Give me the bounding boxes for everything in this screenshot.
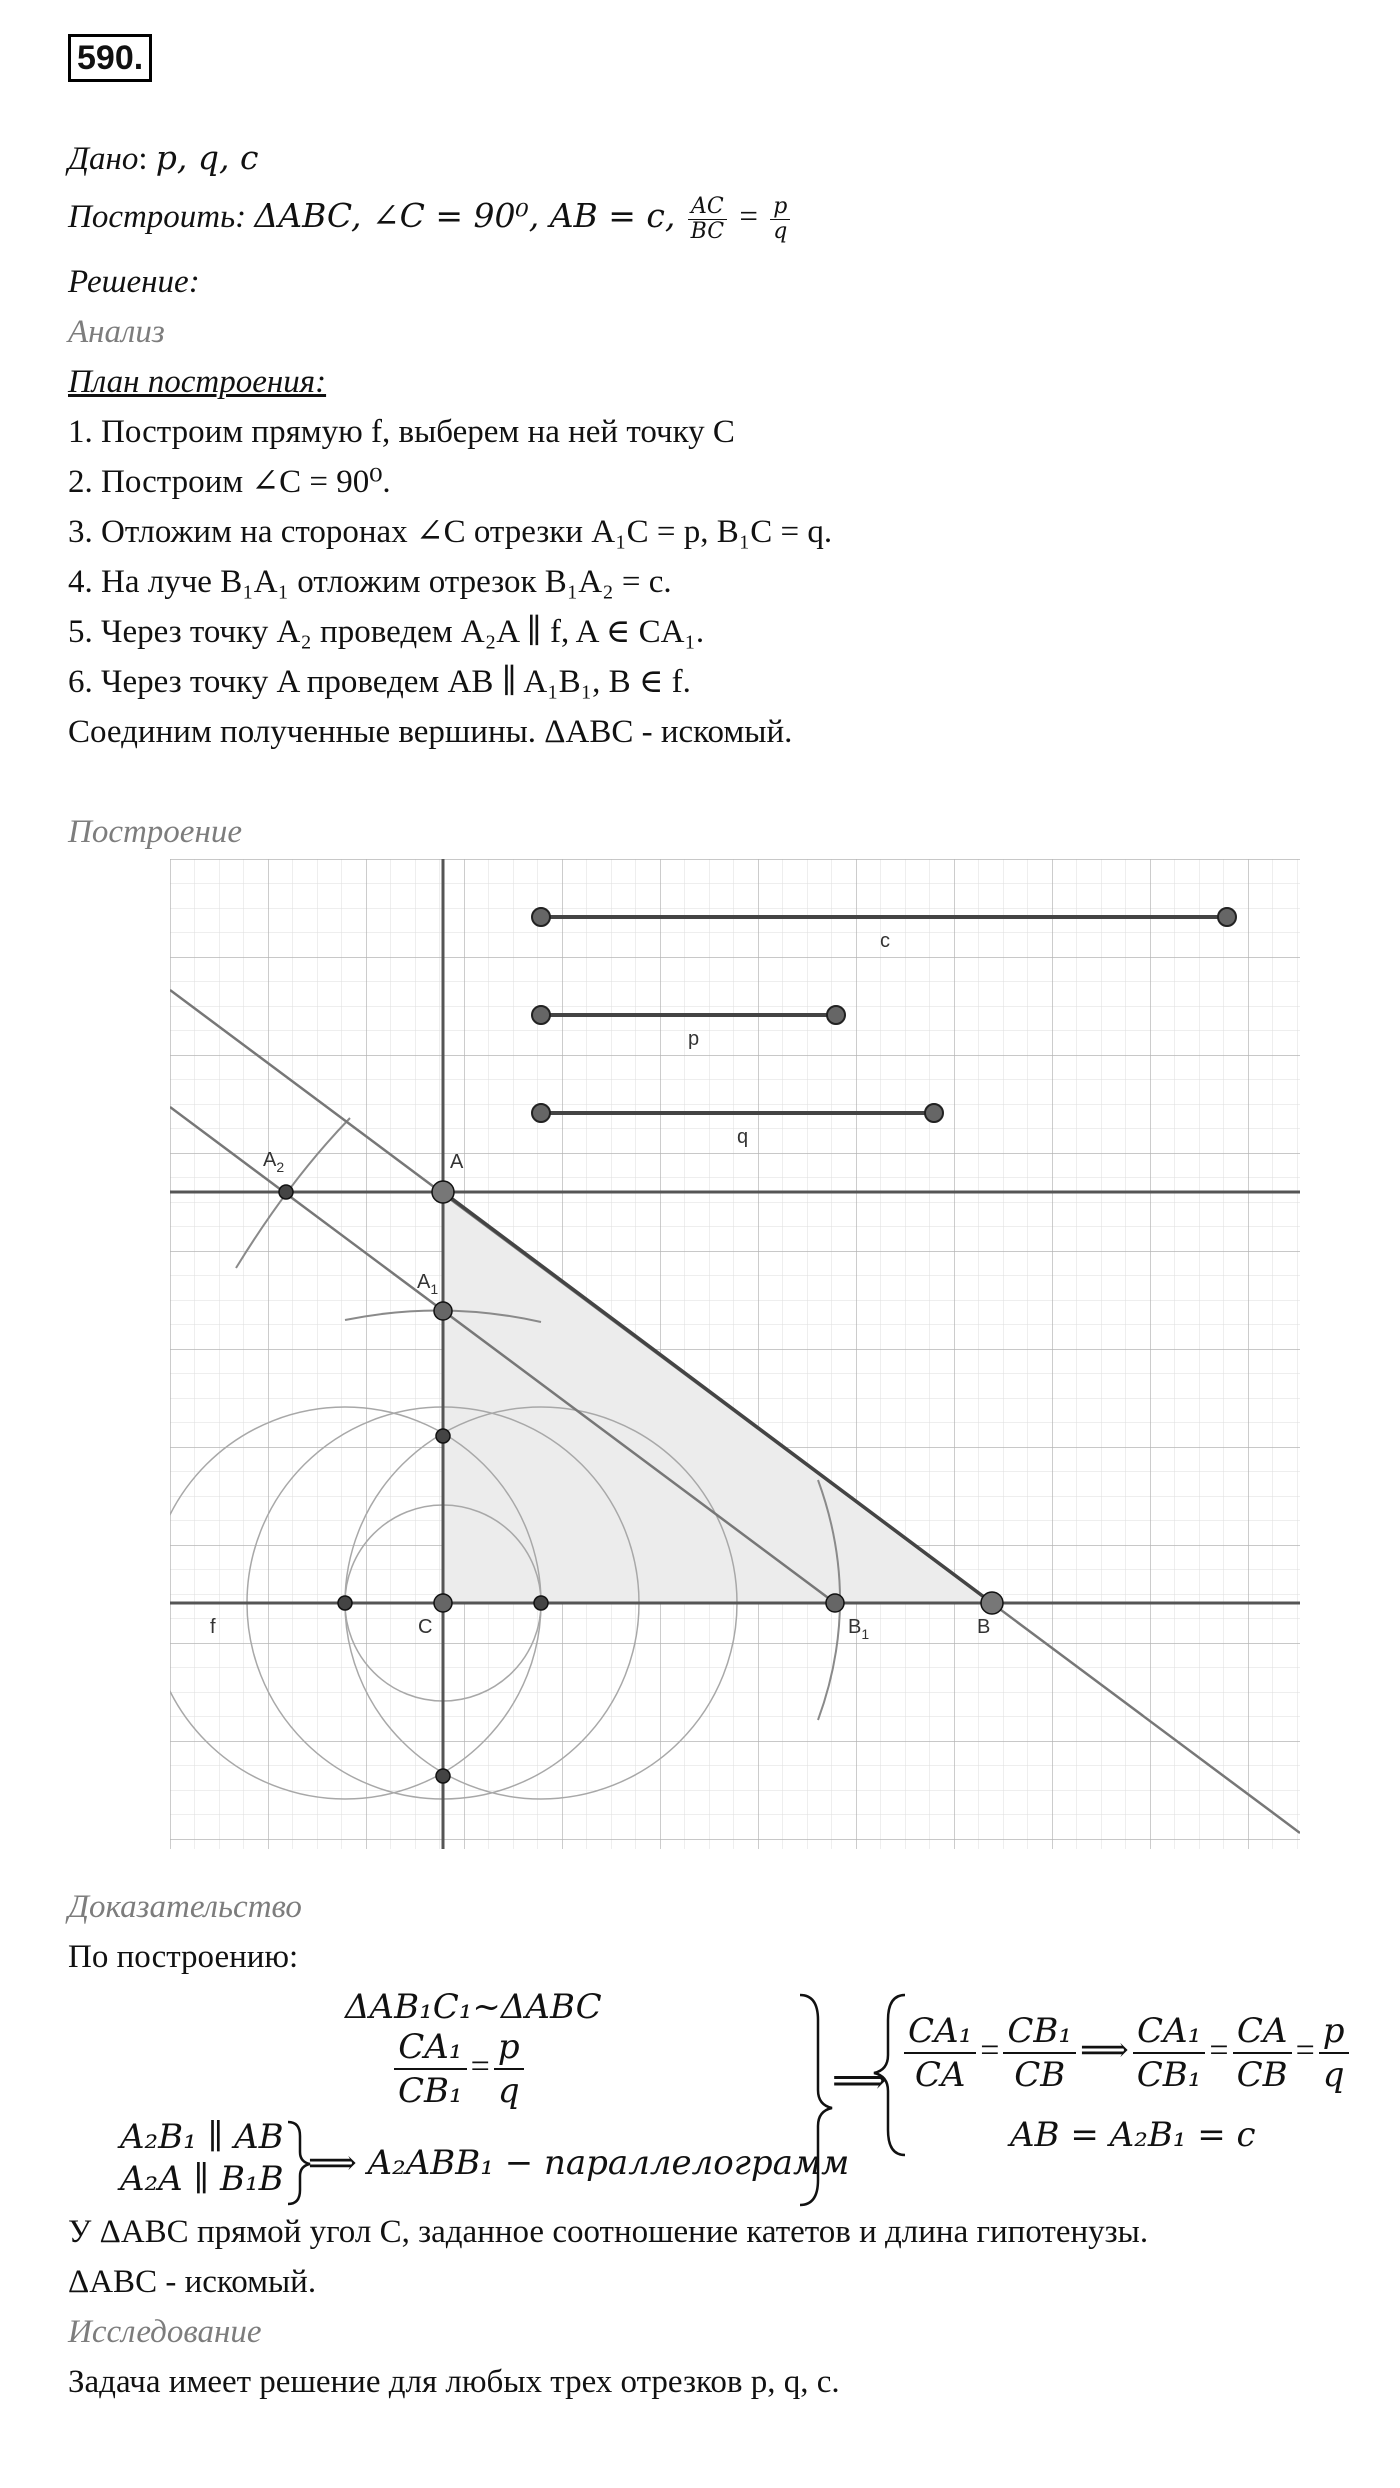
plan-step-3: 3. Отложим на сторонах ∠C отрезки A₁C = p, B₁C = q. xyxy=(68,514,833,550)
proof-ratio: $\frac{\text{CA₁}}{\text{CB₁}}$ = $\frac{p}{q}$ xyxy=(390,2026,528,2112)
construct-ratio-rhs: $\frac{p}{q}$ xyxy=(770,195,790,244)
plan-step-2: 2. Построим ∠C = 90⁰. xyxy=(68,464,391,500)
given-line: Дано: p, q, c xyxy=(68,138,259,177)
research-label: Исследование xyxy=(68,2314,262,2350)
research-text: Задача имеет решение для любых трех отрезков p, q, c. xyxy=(68,2364,840,2400)
construct-label: Построить: xyxy=(68,199,247,235)
construct-task: ΔABC, ∠C = 90⁰, AB = c, xyxy=(254,196,676,235)
proof-parallel-1: A₂B₁ ∥ AB xyxy=(120,2117,284,2157)
label-c: C xyxy=(418,1616,433,1638)
construct-line: Построить: ΔABC, ∠C = 90⁰, AB = c, $\frac{AC}{BC}$ = $\frac{p}{q}$ xyxy=(68,188,794,245)
proof-conclusion-1: У ΔABC прямой угол C, заданное соотношение катетов и длина гипотенузы. xyxy=(68,2214,1149,2250)
plan-step-4: 4. На луче B₁A₁ отложим отрезок B₁A₂ = c. xyxy=(68,564,672,600)
plan-conclusion: Соединим полученные вершины. ΔABC - искомый. xyxy=(68,714,793,750)
label-b: B xyxy=(977,1616,991,1638)
construction-label: Построение xyxy=(68,814,242,850)
label-f: f xyxy=(210,1616,216,1638)
label-segment-c: c xyxy=(880,930,890,952)
brace-parallel xyxy=(288,2122,310,2204)
proof-parallelogram: ⟹ A₂ABB₁ − параллелограмм xyxy=(308,2143,850,2183)
plan-step-6: 6. Через точку A проведем AB ∥ A₁B₁, B ∈ f. xyxy=(68,664,691,700)
label-a1: $A_1$ xyxy=(417,1271,439,1297)
problem-number: 590. xyxy=(68,34,152,82)
solution-label: Решение: xyxy=(68,264,200,300)
construct-ratio: $\frac{AC}{BC}$ xyxy=(688,195,727,244)
proof-parallel-2: A₂A ∥ B₁B xyxy=(120,2159,284,2199)
plan-step-5: 5. Через точку A₂ проведем A₂A ∥ f, A ∈ CA₁. xyxy=(68,614,705,650)
proof-label: Доказательство xyxy=(68,1889,302,1925)
label-a: A xyxy=(450,1151,464,1173)
label-b1: $B_1$ xyxy=(848,1616,870,1642)
proof-result-ratios: $\frac{\text{CA₁}}{CA}$ = $\frac{\text{CB₁}}{CB}$ ⟹ $\frac{\text{CA₁}}{\text{CB₁}}$ = $\frac{CA}{CB}$ = $\frac{p}{q}$ xyxy=(900,2010,1353,2096)
label-a2: $A_2$ xyxy=(263,1149,285,1175)
proof-implies: ⟹ xyxy=(832,2060,887,2102)
proof-intro: По построению: xyxy=(68,1939,299,1975)
given-values: p, q, c xyxy=(155,138,259,177)
given-label: Дано xyxy=(68,141,139,177)
label-segment-p: p xyxy=(688,1028,700,1050)
proof-similarity: ΔAB₁C₁~ΔABC xyxy=(345,1987,602,2027)
proof-conclusion-2: ΔABC - искомый. xyxy=(68,2264,317,2300)
plan-label: План построения: xyxy=(68,364,327,400)
label-segment-q: q xyxy=(737,1126,749,1148)
proof-result-hypotenuse: AB = A₂B₁ = c xyxy=(1010,2115,1256,2155)
analysis-label: Анализ xyxy=(68,314,165,350)
plan-step-1: 1. Построим прямую f, выберем на ней точку C xyxy=(68,414,735,450)
